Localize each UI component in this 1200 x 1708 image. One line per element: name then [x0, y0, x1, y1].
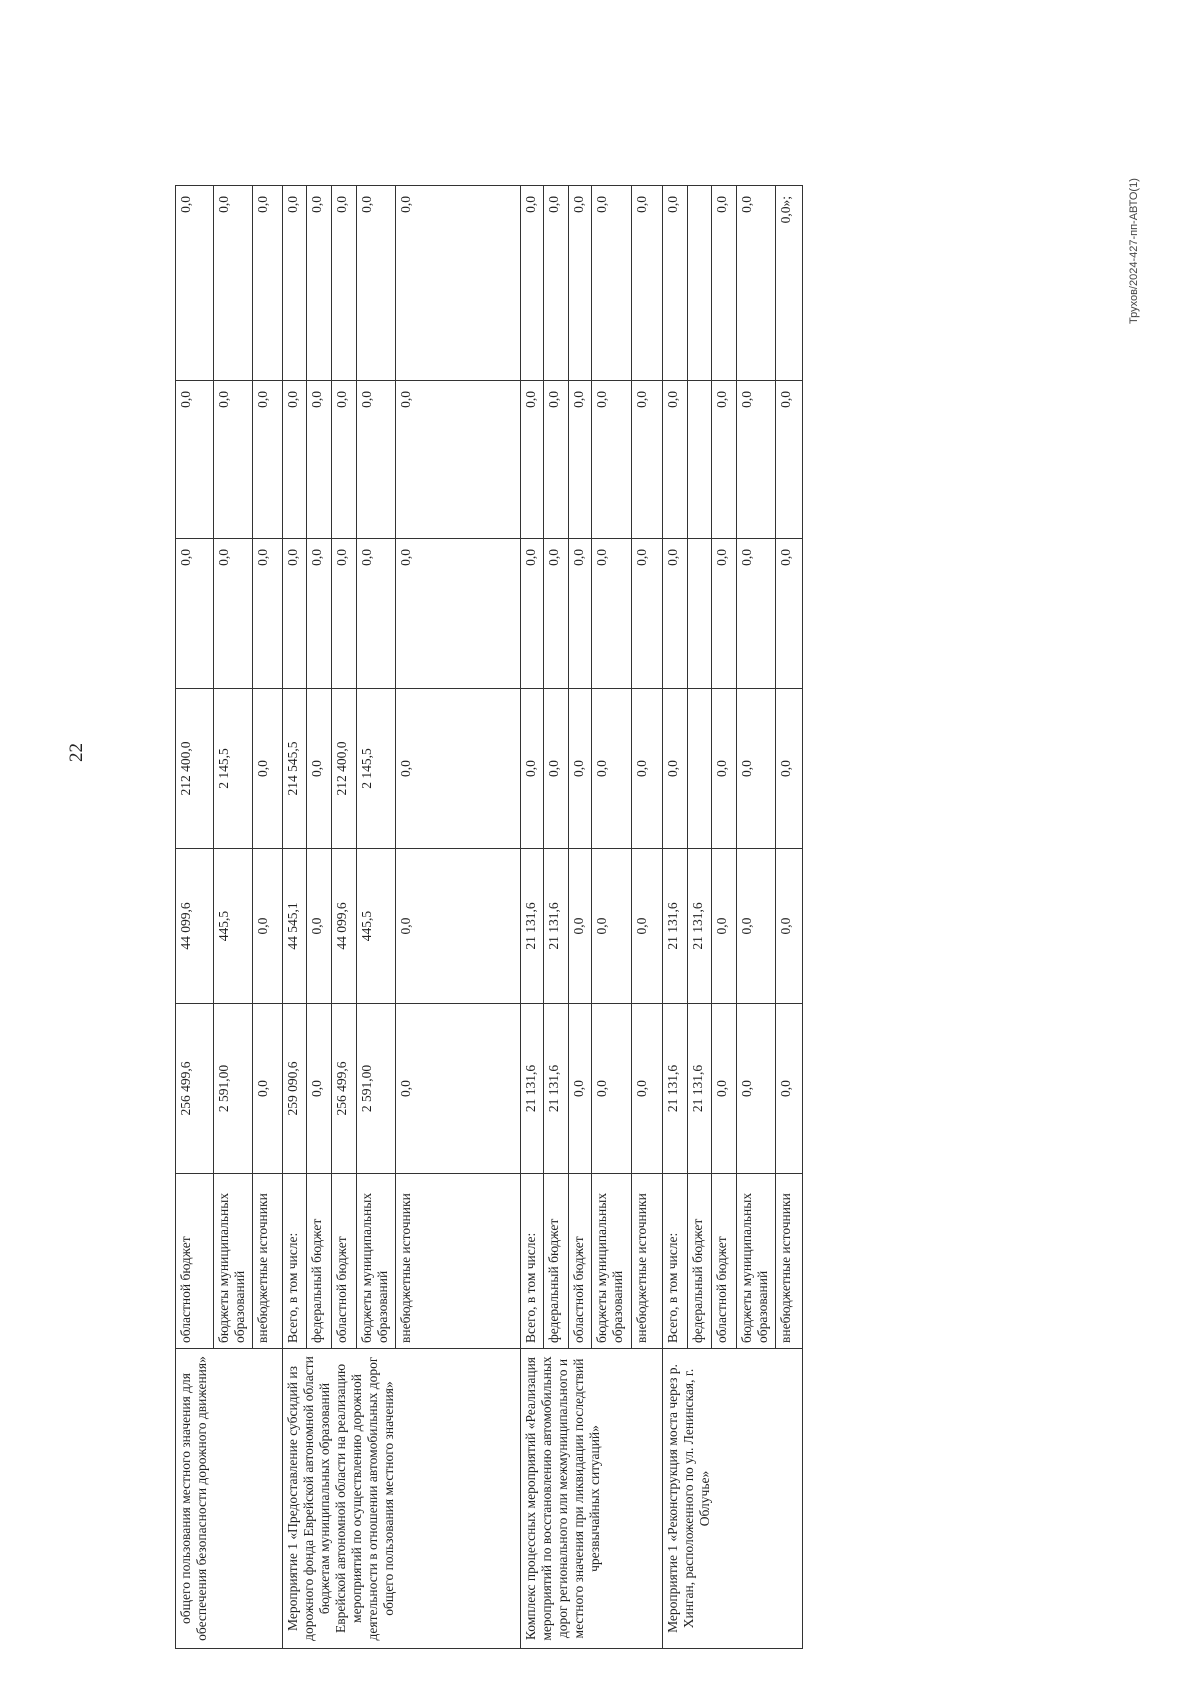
amount-cell: 0,0 [283, 381, 307, 539]
amount-cell: 214 545,5 [283, 689, 307, 849]
funding-source: внебюджетные источники [631, 1174, 662, 1349]
amount-cell: 0,0 [521, 381, 544, 539]
funding-source: бюджеты муниципальных образований [737, 1174, 776, 1349]
amount-cell: 0,0 [253, 381, 283, 539]
measure-name: общего пользования местного значения для обеспечения безопасности дорожного движения» [176, 1349, 283, 1649]
amount-cell: 0,0 [357, 186, 396, 381]
amount-cell: 0,0 [592, 1004, 632, 1174]
budget-table-container [175, 186, 803, 1649]
amount-cell: 0,0 [253, 1004, 283, 1174]
amount-cell: 2 591,00 [357, 1004, 396, 1174]
amount-cell: 0,0 [332, 186, 357, 381]
amount-cell: 0,0»; [775, 186, 802, 381]
amount-cell: 0,0 [663, 539, 688, 689]
amount-cell: 0,0 [712, 381, 737, 539]
page-number: 22 [66, 743, 87, 762]
amount-cell: 0,0 [712, 849, 737, 1004]
funding-source: Всего, в том числе: [283, 1174, 307, 1349]
amount-cell: 0,0 [283, 539, 307, 689]
amount-cell: 0,0 [544, 381, 569, 539]
amount-cell: 21 131,6 [544, 1004, 569, 1174]
amount-cell: 0,0 [569, 1004, 592, 1174]
amount-cell: 21 131,6 [544, 849, 569, 1004]
amount-cell: 0,0 [631, 539, 662, 689]
amount-cell: 212 400,0 [332, 689, 357, 849]
amount-cell: 0,0 [775, 539, 802, 689]
amount-cell: 0,0 [396, 1004, 521, 1174]
amount-cell: 212 400,0 [176, 689, 214, 849]
amount-cell: 0,0 [631, 1004, 662, 1174]
amount-cell: 0,0 [253, 849, 283, 1004]
amount-cell: 0,0 [737, 689, 776, 849]
amount-cell: 21 131,6 [663, 1004, 688, 1174]
funding-source: внебюджетные источники [253, 1174, 283, 1349]
amount-cell: 0,0 [712, 689, 737, 849]
document-code: Трухов/2024-427-пп-АВТО(1) [1128, 178, 1140, 324]
amount-cell: 44 099,6 [332, 849, 357, 1004]
amount-cell: 0,0 [737, 849, 776, 1004]
amount-cell: 259 090,6 [283, 1004, 307, 1174]
amount-cell: 21 131,6 [688, 1004, 712, 1174]
amount-cell: 44 099,6 [176, 849, 214, 1004]
funding-source: бюджеты муниципальных образований [357, 1174, 396, 1349]
amount-cell: 21 131,6 [521, 1004, 544, 1174]
amount-cell: 0,0 [569, 539, 592, 689]
amount-cell: 0,0 [569, 849, 592, 1004]
amount-cell: 0,0 [332, 539, 357, 689]
funding-source: внебюджетные источники [775, 1174, 802, 1349]
funding-source: федеральный бюджет [307, 1174, 332, 1349]
amount-cell: 0,0 [663, 689, 688, 849]
amount-cell: 0,0 [544, 539, 569, 689]
amount-cell: 0,0 [213, 381, 253, 539]
amount-cell: 0,0 [737, 539, 776, 689]
amount-cell: 256 499,6 [332, 1004, 357, 1174]
budget-table [175, 185, 803, 1649]
amount-cell: 44 545,1 [283, 849, 307, 1004]
amount-cell: 0,0 [307, 849, 332, 1004]
amount-cell: 0,0 [592, 539, 632, 689]
amount-cell: 0,0 [396, 539, 521, 689]
amount-cell [688, 186, 712, 381]
funding-source: областной бюджет [176, 1174, 214, 1349]
amount-cell [688, 381, 712, 539]
funding-source: внебюджетные источники [396, 1174, 521, 1349]
amount-cell: 0,0 [307, 186, 332, 381]
amount-cell: 0,0 [631, 186, 662, 381]
amount-cell: 0,0 [544, 689, 569, 849]
amount-cell: 0,0 [307, 1004, 332, 1174]
amount-cell: 2 145,5 [213, 689, 253, 849]
amount-cell: 0,0 [521, 539, 544, 689]
funding-source: федеральный бюджет [688, 1174, 712, 1349]
amount-cell: 0,0 [737, 381, 776, 539]
amount-cell: 2 591,00 [213, 1004, 253, 1174]
amount-cell: 0,0 [631, 381, 662, 539]
amount-cell: 0,0 [775, 689, 802, 849]
amount-cell: 0,0 [357, 381, 396, 539]
funding-source: бюджеты муниципальных образований [592, 1174, 632, 1349]
amount-cell: 0,0 [569, 689, 592, 849]
amount-cell: 0,0 [663, 186, 688, 381]
amount-cell: 0,0 [737, 186, 776, 381]
amount-cell: 0,0 [332, 381, 357, 539]
funding-source: областной бюджет [569, 1174, 592, 1349]
amount-cell: 0,0 [176, 186, 214, 381]
amount-cell: 0,0 [592, 381, 632, 539]
amount-cell: 21 131,6 [521, 849, 544, 1004]
amount-cell: 0,0 [307, 539, 332, 689]
amount-cell: 0,0 [592, 849, 632, 1004]
amount-cell: 0,0 [396, 186, 521, 381]
amount-cell: 0,0 [396, 689, 521, 849]
amount-cell: 445,5 [357, 849, 396, 1004]
table-row [176, 186, 214, 1649]
funding-source: Всего, в том числе: [663, 1174, 688, 1349]
amount-cell: 0,0 [283, 186, 307, 381]
amount-cell: 0,0 [663, 381, 688, 539]
funding-source: Всего, в том числе: [521, 1174, 544, 1349]
amount-cell: 0,0 [631, 689, 662, 849]
amount-cell: 2 145,5 [357, 689, 396, 849]
amount-cell: 0,0 [544, 186, 569, 381]
funding-source: областной бюджет [712, 1174, 737, 1349]
amount-cell: 0,0 [253, 186, 283, 381]
amount-cell: 256 499,6 [176, 1004, 214, 1174]
table-row [521, 186, 544, 1649]
amount-cell: 0,0 [396, 849, 521, 1004]
measure-name: Мероприятие 1 «Реконструкция моста через р. Хинган, расположенного по ул. Ленинская, г. Облучье» [663, 1349, 803, 1649]
funding-source: областной бюджет [332, 1174, 357, 1349]
amount-cell: 0,0 [592, 689, 632, 849]
amount-cell: 0,0 [775, 381, 802, 539]
amount-cell: 21 131,6 [663, 849, 688, 1004]
amount-cell: 0,0 [307, 381, 332, 539]
amount-cell [688, 689, 712, 849]
amount-cell: 0,0 [176, 539, 214, 689]
amount-cell [688, 539, 712, 689]
amount-cell: 0,0 [592, 186, 632, 381]
measure-name: Комплекс процессных мероприятий «Реализация мероприятий по восстановлению автомобильных дорог регионального или межмуниципального и местного значения при ликвидации последствий чрезвычайных ситуаций» [521, 1349, 663, 1649]
amount-cell: 0,0 [712, 539, 737, 689]
amount-cell: 0,0 [775, 1004, 802, 1174]
amount-cell: 0,0 [569, 381, 592, 539]
amount-cell: 0,0 [775, 849, 802, 1004]
amount-cell: 0,0 [737, 1004, 776, 1174]
amount-cell: 0,0 [521, 689, 544, 849]
amount-cell: 445,5 [213, 849, 253, 1004]
amount-cell: 0,0 [253, 539, 283, 689]
table-row [283, 186, 307, 1649]
amount-cell: 0,0 [712, 1004, 737, 1174]
table-row [663, 186, 688, 1649]
funding-source: бюджеты муниципальных образований [213, 1174, 253, 1349]
amount-cell: 0,0 [357, 539, 396, 689]
amount-cell: 0,0 [631, 849, 662, 1004]
amount-cell: 0,0 [213, 186, 253, 381]
amount-cell: 0,0 [213, 539, 253, 689]
amount-cell: 0,0 [176, 381, 214, 539]
amount-cell: 21 131,6 [688, 849, 712, 1004]
amount-cell: 0,0 [307, 689, 332, 849]
amount-cell: 0,0 [712, 186, 737, 381]
amount-cell: 0,0 [253, 689, 283, 849]
amount-cell: 0,0 [569, 186, 592, 381]
measure-name: Мероприятие 1 «Предоставление субсидий из дорожного фонда Еврейской автономной области бюджетам муниципальных образований Еврейской автономной области на реализацию мероприятий по осуществлению дорожной деятельности в отношении автомобильных дорог общего пользования местного значения» [283, 1349, 521, 1649]
funding-source: федеральный бюджет [544, 1174, 569, 1349]
amount-cell: 0,0 [521, 186, 544, 381]
amount-cell: 0,0 [396, 381, 521, 539]
